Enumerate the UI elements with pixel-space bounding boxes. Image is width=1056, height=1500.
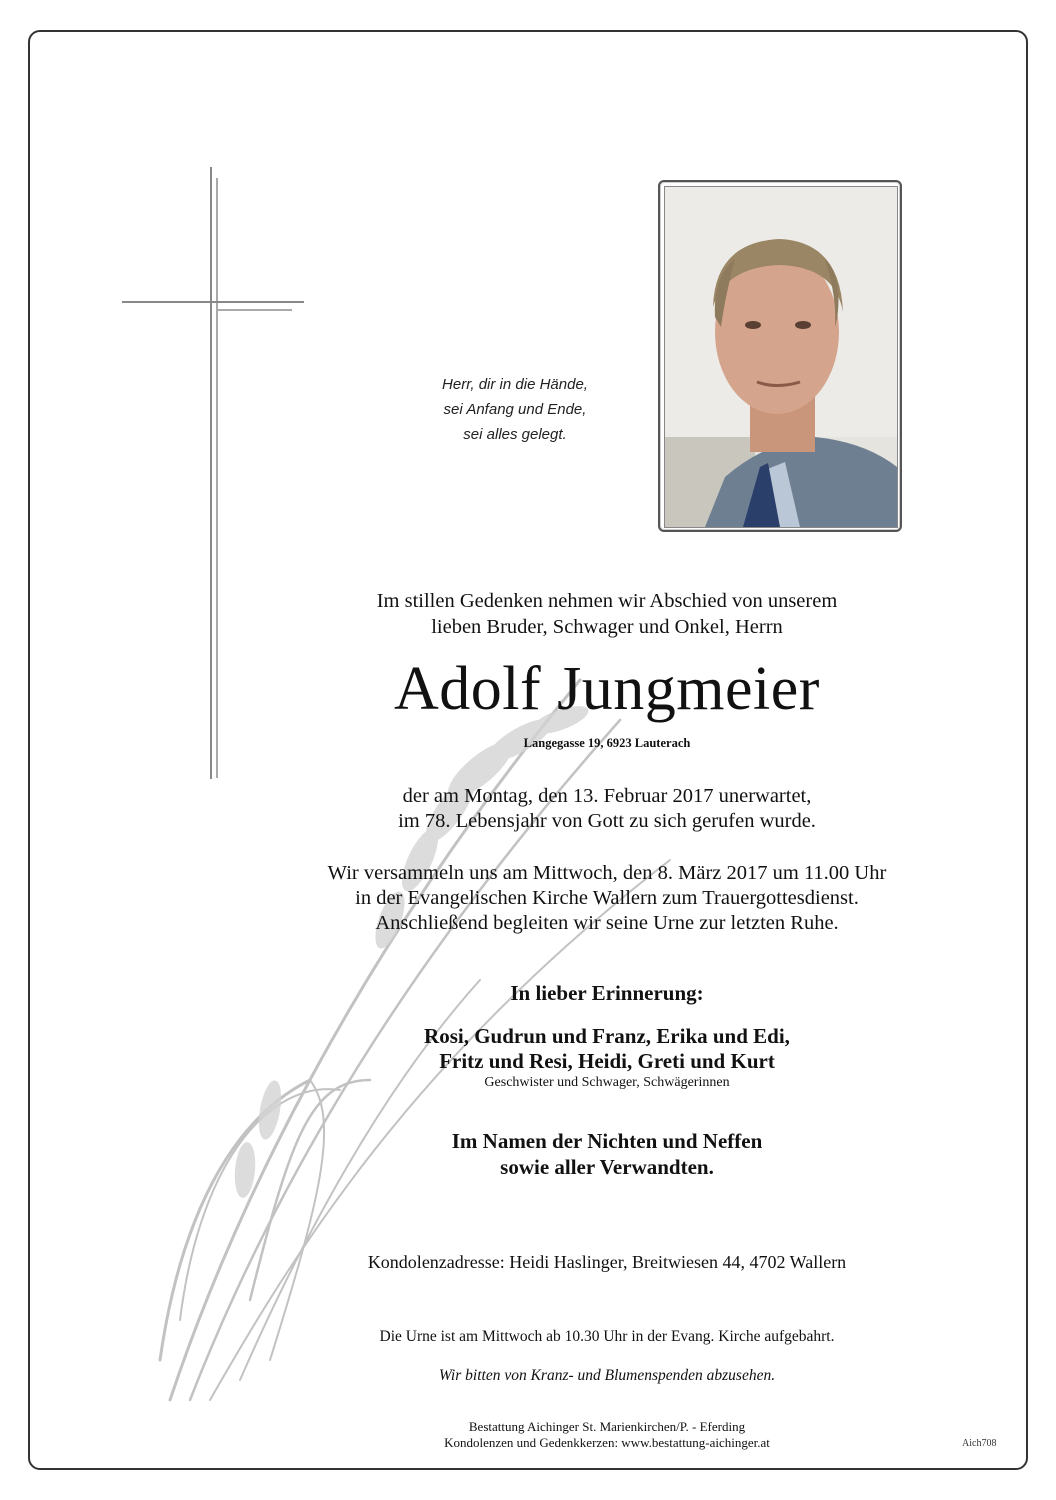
deceased-name: Adolf Jungmeier bbox=[394, 655, 820, 723]
funeral-info bbox=[280, 861, 934, 936]
relatives-line: Im Namen der Nichten und Neffen bbox=[451, 1129, 763, 1153]
intro-text bbox=[280, 588, 934, 640]
quote-line: sei Anfang und Ende, bbox=[443, 401, 587, 418]
intro-line: Im stillen Gedenken nehmen wir Abschied von unserem bbox=[376, 590, 838, 612]
quote-line: sei alles gelegt. bbox=[463, 426, 567, 443]
funeral-line: Wir versammeln uns am Mittwoch, den 8. März 2017 um 11.00 Uhr bbox=[327, 862, 887, 884]
urn-note: Die Urne ist am Mittwoch ab 10.30 Uhr in der Evang. Kirche aufgebahrt. bbox=[379, 1328, 835, 1345]
memory-heading: In lieber Erinnerung: bbox=[510, 981, 704, 1005]
family-names bbox=[280, 1024, 934, 1074]
quote-line: Herr, dir in die Hände, bbox=[442, 376, 588, 393]
family-line: Rosi, Gudrun und Franz, Erika und Edi, bbox=[424, 1024, 790, 1048]
funeral-line: Anschließend begleiten wir seine Urne zur letzten Ruhe. bbox=[375, 912, 839, 934]
deceased-address: Langegasse 19, 6923 Lauterach bbox=[523, 736, 691, 750]
bible-quote bbox=[380, 372, 650, 447]
footer-funeral-home bbox=[280, 1419, 934, 1451]
flowers-note: Wir bitten von Kranz- und Blumenspenden abzusehen. bbox=[438, 1367, 776, 1384]
death-notice bbox=[280, 784, 934, 834]
relatives-line: sowie aller Verwandten. bbox=[500, 1155, 714, 1179]
portrait-frame bbox=[658, 180, 902, 532]
relatives-text bbox=[280, 1128, 934, 1180]
death-line: der am Montag, den 13. Februar 2017 unerwartet, bbox=[402, 785, 812, 807]
family-relation: Geschwister und Schwager, Schwägerinnen bbox=[484, 1075, 730, 1090]
family-line: Fritz und Resi, Heidi, Greti und Kurt bbox=[439, 1049, 775, 1073]
condolence-address: Kondolenzadresse: Heidi Haslinger, Breitwiesen 44, 4702 Wallern bbox=[367, 1252, 847, 1272]
funeral-line: in der Evangelischen Kirche Wallern zum Trauergottesdienst. bbox=[355, 887, 859, 909]
document-code: Aich708 bbox=[962, 1438, 997, 1449]
cross-icon-horizontal bbox=[122, 301, 304, 303]
intro-line: lieben Bruder, Schwager und Onkel, Herrn bbox=[431, 616, 783, 638]
footer-line: Kondolenzen und Gedenkkerzen: www.bestattung-aichinger.at bbox=[444, 1435, 770, 1450]
cross-icon-inner-horizontal bbox=[218, 309, 292, 311]
death-line: im 78. Lebensjahr von Gott zu sich gerufen wurde. bbox=[398, 810, 816, 832]
footer-line: Bestattung Aichinger St. Marienkirchen/P. - Eferding bbox=[468, 1419, 746, 1434]
portrait-photo bbox=[664, 186, 898, 528]
